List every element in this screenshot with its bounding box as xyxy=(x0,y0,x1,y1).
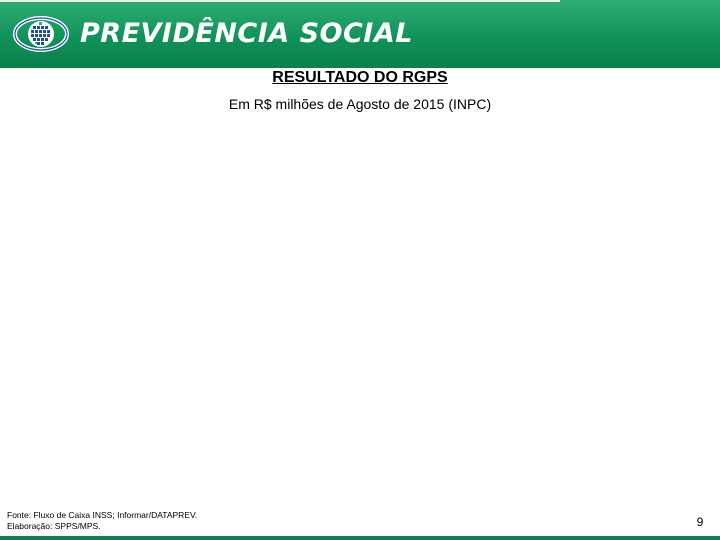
previdencia-logo-icon xyxy=(12,14,70,54)
footer-source xyxy=(7,510,197,532)
header-top-line xyxy=(0,0,560,2)
header-banner xyxy=(0,0,720,68)
brand-name: PREVIDÊNCIA SOCIAL xyxy=(80,18,413,49)
source-line: Fonte: Fluxo de Caixa INSS; Informar/DATAPREV. xyxy=(7,510,198,520)
page-number: 9 xyxy=(696,515,704,529)
chart-area-empty xyxy=(20,120,700,500)
page-title: RESULTADO DO RGPS xyxy=(272,69,448,86)
footer-bar xyxy=(0,536,720,540)
page-subtitle: Em R$ milhões de Agosto de 2015 (INPC) xyxy=(228,96,492,112)
elaboration-line: Elaboração: SPPS/MPS. xyxy=(7,521,101,531)
